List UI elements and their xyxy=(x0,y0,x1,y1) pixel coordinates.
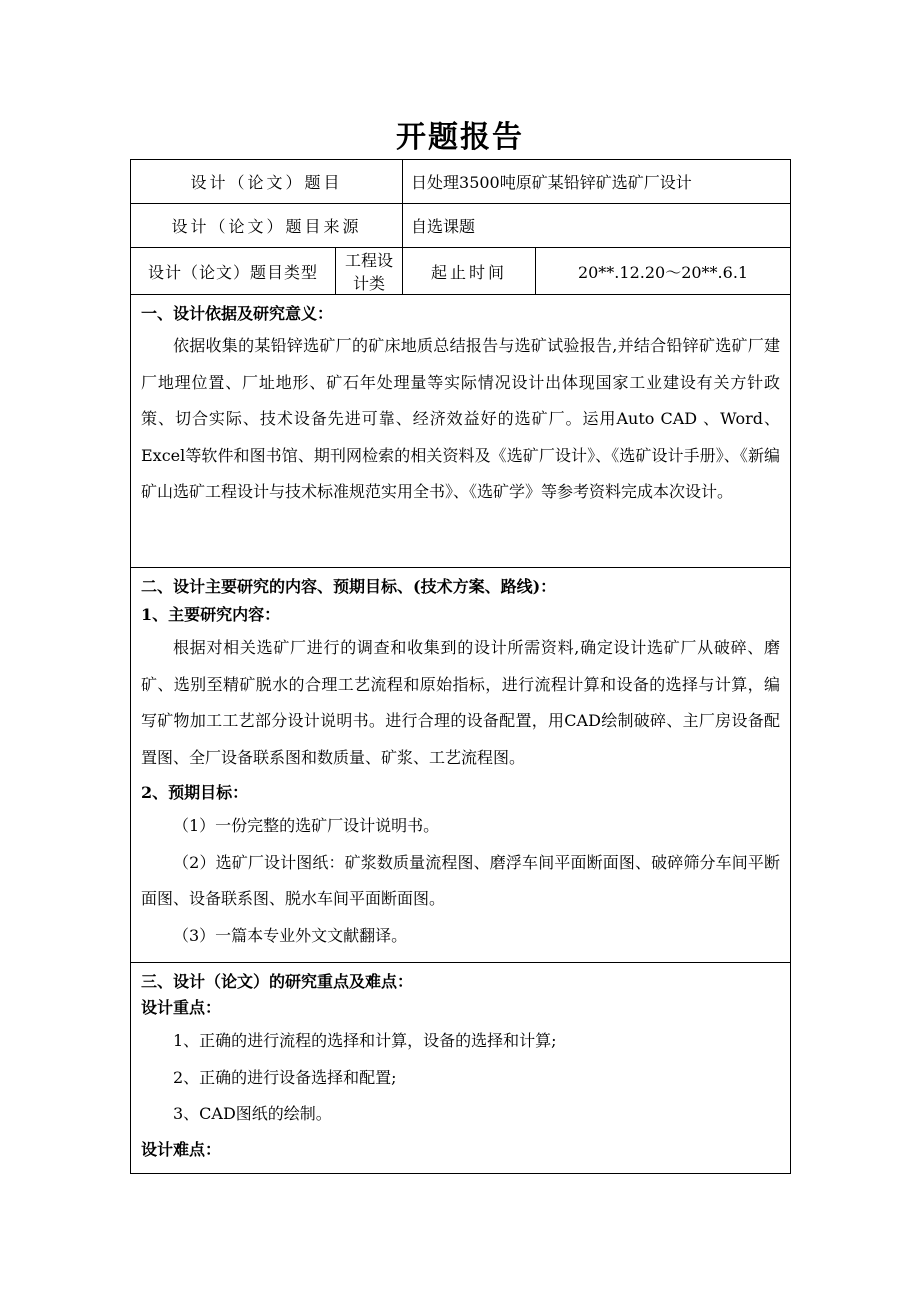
goal-item: （3）一篇本专业外文文献翻译。 xyxy=(173,925,408,945)
section-3-row xyxy=(131,963,791,1174)
difficulty-title: 设计难点： xyxy=(141,1139,222,1159)
section-2-sub1-title: 1、主要研究内容： xyxy=(141,605,281,624)
topic-value: 日处理3500吨原矿某铅锌矿选矿厂设计 xyxy=(403,160,791,204)
key-point-item: 3、CAD图纸的绘制。 xyxy=(173,1104,332,1123)
section-2-title: 二、设计主要研究的内容、预期目标、(技术方案、路线)： xyxy=(141,577,557,596)
type-label: 设计（论文）题目类型 xyxy=(131,248,336,295)
type-row xyxy=(131,248,791,295)
source-row xyxy=(131,204,791,248)
section-1-body: 依据收集的某铅锌选矿厂的矿床地质总结报告与选矿试验报告,并结合铅锌矿选矿厂建厂地理位置、厂址地形、矿石年处理量等实际情况设计出体现国家工业建设有关方针政策、切合实际、技术设备先进可靠、经济效益好的选矿厂。运用Auto CAD 、Word、Excel等软件和图书馆、期刊网检索的相关资料及《选矿厂设计》、《选矿设计手册》、《新编矿山选矿工程设计与技术标准规范实用全书》、《选矿学》等参考资料完成本次设计。 xyxy=(141,336,781,501)
source-value: 自选课题 xyxy=(403,204,791,248)
section-2-sub1-body: 根据对相关选矿厂进行的调查和收集到的设计所需资料,确定设计选矿厂从破碎、磨矿、选别至精矿脱水的合理工艺流程和原始指标，进行流程计算和设备的选择与计算，编写矿物加工工艺部分设计说明书。进行合理的设备配置，用CAD绘制破碎、主厂房设备配置图、全厂设备联系图和数质量、矿浆、工艺流程图。 xyxy=(141,638,781,767)
topic-label: 设计（论文）题目 xyxy=(131,160,403,204)
section-3 xyxy=(131,963,791,1174)
time-label: 起止时间 xyxy=(403,248,536,295)
section-2-sub2-title: 2、预期目标： xyxy=(141,783,249,802)
key-point-item: 2、正确的进行设备选择和配置; xyxy=(173,1067,397,1087)
section-1-row xyxy=(131,295,791,568)
section-2-row xyxy=(131,568,791,963)
key-points-title: 设计重点： xyxy=(141,998,222,1017)
section-1-title: 一、设计依据及研究意义： xyxy=(141,304,334,323)
topic-row xyxy=(131,160,791,204)
section-2 xyxy=(131,568,791,963)
proposal-form-table xyxy=(130,159,791,1174)
source-label: 设计（论文）题目来源 xyxy=(131,204,403,248)
key-point-item: 1、正确的进行流程的选择和计算，设备的选择和计算; xyxy=(173,1031,557,1050)
type-value: 工程设计类 xyxy=(336,248,403,295)
time-value: 20**.12.20～20**.6.1 xyxy=(536,248,791,295)
section-3-title: 三、设计（论文）的研究重点及难点： xyxy=(141,972,414,991)
section-1 xyxy=(131,295,791,568)
goal-item: （2）选矿厂设计图纸：矿浆数质量流程图、磨浮车间平面断面图、破碎筛分车间平断面图、设备联系图、脱水车间平面断面图。 xyxy=(141,852,781,908)
goal-item: （1）一份完整的选矿厂设计说明书。 xyxy=(173,816,440,835)
page-title: 开题报告 xyxy=(396,120,524,155)
